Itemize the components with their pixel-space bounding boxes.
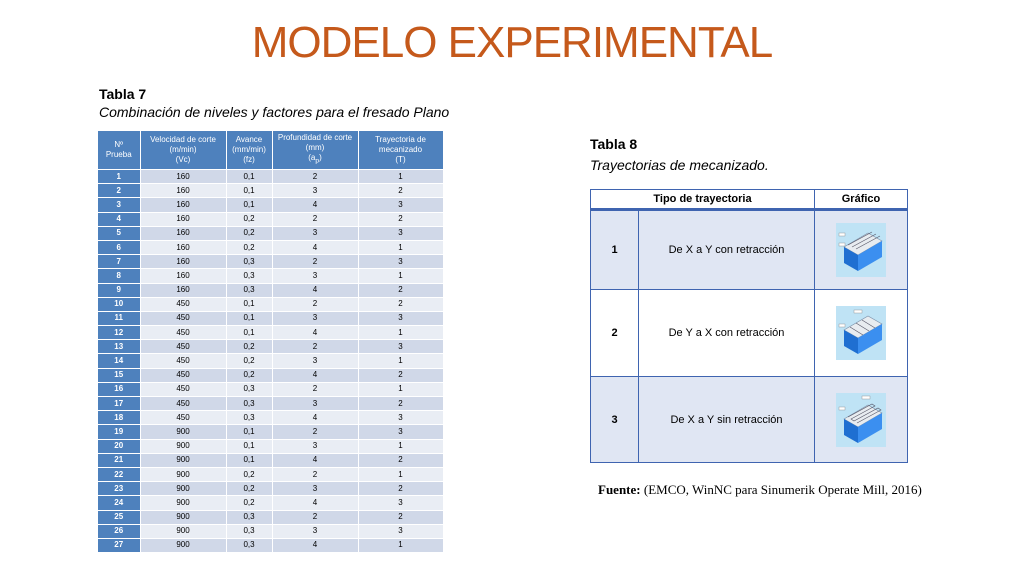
table-cell: 0,1 xyxy=(226,453,272,467)
table-cell: 450 xyxy=(140,397,226,411)
table-cell: 0,1 xyxy=(226,326,272,340)
graphic-cell xyxy=(815,290,908,377)
table-cell: 4 xyxy=(272,326,358,340)
table-cell: 900 xyxy=(140,482,226,496)
table-row xyxy=(98,269,443,283)
row-number: 11 xyxy=(98,311,140,325)
table-row xyxy=(98,510,443,524)
table-cell: 2 xyxy=(358,397,443,411)
tabla8-caption: Trayectorias de mecanizado. xyxy=(590,157,769,173)
header-trayectoria: Trayectoria de mecanizado (T) xyxy=(358,131,443,170)
table-cell: 0,2 xyxy=(226,240,272,254)
table-row xyxy=(98,240,443,254)
table-cell: 3 xyxy=(272,269,358,283)
header-grafico: Gráfico xyxy=(815,190,908,210)
row-number: 20 xyxy=(98,439,140,453)
table-row xyxy=(98,382,443,396)
table-cell: 1 xyxy=(358,538,443,552)
table-row xyxy=(98,411,443,425)
row-number: 9 xyxy=(98,283,140,297)
table-cell: 160 xyxy=(140,198,226,212)
table-cell: 0,1 xyxy=(226,170,272,184)
table-cell: 2 xyxy=(358,297,443,311)
table-cell: 160 xyxy=(140,255,226,269)
row-description: De Y a X con retracción xyxy=(639,290,815,377)
tabla8-row xyxy=(591,210,908,290)
table-cell: 3 xyxy=(358,524,443,538)
table-cell: 3 xyxy=(358,411,443,425)
table-row xyxy=(98,397,443,411)
table-cell: 900 xyxy=(140,425,226,439)
row-number: 21 xyxy=(98,453,140,467)
row-number: 2 xyxy=(591,290,639,377)
table-cell: 0,3 xyxy=(226,397,272,411)
table-row xyxy=(98,311,443,325)
header-velocidad: Velocidad de corte (m/min) (Vc) xyxy=(140,131,226,170)
table-cell: 0,3 xyxy=(226,411,272,425)
table-row xyxy=(98,524,443,538)
table-cell: 1 xyxy=(358,439,443,453)
row-number: 7 xyxy=(98,255,140,269)
table-cell: 160 xyxy=(140,170,226,184)
table-cell: 0,2 xyxy=(226,467,272,481)
source-text: (EMCO, WinNC para Sinumerik Operate Mill, 2016) xyxy=(640,482,922,497)
row-number: 2 xyxy=(98,184,140,198)
table-cell: 0,2 xyxy=(226,226,272,240)
table-cell: 450 xyxy=(140,354,226,368)
row-number: 25 xyxy=(98,510,140,524)
table-cell: 2 xyxy=(272,297,358,311)
table-cell: 160 xyxy=(140,269,226,283)
row-number: 17 xyxy=(98,397,140,411)
table-row xyxy=(98,467,443,481)
table-cell: 4 xyxy=(272,496,358,510)
table-row xyxy=(98,340,443,354)
table-row xyxy=(98,198,443,212)
table-cell: 3 xyxy=(272,524,358,538)
row-number: 22 xyxy=(98,467,140,481)
table-cell: 160 xyxy=(140,240,226,254)
table-cell: 1 xyxy=(358,170,443,184)
table-cell: 0,2 xyxy=(226,354,272,368)
row-number: 8 xyxy=(98,269,140,283)
header-avance: Avance (mm/min) (fz) xyxy=(226,131,272,170)
table-cell: 1 xyxy=(358,240,443,254)
table-cell: 4 xyxy=(272,411,358,425)
table-row xyxy=(98,482,443,496)
table-cell: 0,1 xyxy=(226,297,272,311)
row-number: 4 xyxy=(98,212,140,226)
table-cell: 900 xyxy=(140,439,226,453)
row-number: 3 xyxy=(98,198,140,212)
source-note xyxy=(598,482,922,498)
table-cell: 3 xyxy=(358,255,443,269)
slide-title: MODELO EXPERIMENTAL xyxy=(251,18,773,67)
table-row xyxy=(98,170,443,184)
row-number: 3 xyxy=(591,377,639,463)
table-row xyxy=(98,255,443,269)
table-cell: 2 xyxy=(272,212,358,226)
table-cell: 450 xyxy=(140,368,226,382)
table-row xyxy=(98,354,443,368)
table-cell: 3 xyxy=(272,354,358,368)
table-row xyxy=(98,283,443,297)
row-number: 13 xyxy=(98,340,140,354)
table-cell: 2 xyxy=(358,368,443,382)
table-cell: 4 xyxy=(272,240,358,254)
table-cell: 160 xyxy=(140,184,226,198)
table-cell: 0,2 xyxy=(226,496,272,510)
table-cell: 900 xyxy=(140,467,226,481)
header-prueba: Nº Prueba xyxy=(98,131,140,170)
table-cell: 1 xyxy=(358,382,443,396)
row-number: 27 xyxy=(98,538,140,552)
table-cell: 3 xyxy=(272,397,358,411)
table-row xyxy=(98,226,443,240)
source-label: Fuente: xyxy=(598,482,641,497)
table-cell: 3 xyxy=(358,198,443,212)
tabla8-row xyxy=(591,377,908,463)
row-number: 14 xyxy=(98,354,140,368)
table-cell: 160 xyxy=(140,212,226,226)
table-cell: 3 xyxy=(358,496,443,510)
table-cell: 450 xyxy=(140,382,226,396)
table-cell: 2 xyxy=(272,382,358,396)
toolpath-xy-retraction-image xyxy=(836,223,886,277)
table-cell: 0,1 xyxy=(226,311,272,325)
table-cell: 0,2 xyxy=(226,368,272,382)
table-cell: 2 xyxy=(272,467,358,481)
header-profundidad: Profundidad de corte (mm) $(a_p)$ xyxy=(272,131,358,170)
table-cell: 4 xyxy=(272,198,358,212)
table-cell: 0,3 xyxy=(226,538,272,552)
table-cell: 2 xyxy=(358,184,443,198)
table-cell: 4 xyxy=(272,453,358,467)
table-cell: 1 xyxy=(358,269,443,283)
table-row xyxy=(98,326,443,340)
table-row xyxy=(98,453,443,467)
table-cell: 2 xyxy=(272,425,358,439)
table-cell: 2 xyxy=(272,170,358,184)
tabla7-label: Tabla 7 xyxy=(99,86,147,102)
table-cell: 0,1 xyxy=(226,439,272,453)
table-cell: 3 xyxy=(358,226,443,240)
table-row xyxy=(98,212,443,226)
table-cell: 0,3 xyxy=(226,510,272,524)
row-number: 23 xyxy=(98,482,140,496)
table-cell: 3 xyxy=(272,439,358,453)
tabla8-table xyxy=(590,189,908,463)
table-cell: 4 xyxy=(272,368,358,382)
table-cell: 1 xyxy=(358,326,443,340)
table-cell: 450 xyxy=(140,311,226,325)
tabla8-row xyxy=(591,290,908,377)
table-row xyxy=(98,368,443,382)
tabla7-caption: Combinación de niveles y factores para el fresado Plano xyxy=(99,104,450,120)
table-cell: 0,1 xyxy=(226,184,272,198)
table-cell: 0,3 xyxy=(226,255,272,269)
table-cell: 3 xyxy=(358,425,443,439)
table-cell: 0,2 xyxy=(226,340,272,354)
row-description: De X a Y con retracción xyxy=(639,210,815,290)
table-cell: 2 xyxy=(358,510,443,524)
table-cell: 0,3 xyxy=(226,382,272,396)
table-cell: 160 xyxy=(140,283,226,297)
table-cell: 450 xyxy=(140,411,226,425)
row-number: 16 xyxy=(98,382,140,396)
tabla7-body xyxy=(98,170,443,553)
row-number: 5 xyxy=(98,226,140,240)
table-cell: 3 xyxy=(272,482,358,496)
row-number: 24 xyxy=(98,496,140,510)
table-cell: 4 xyxy=(272,283,358,297)
graphic-cell xyxy=(815,377,908,463)
table-cell: 3 xyxy=(272,226,358,240)
table-cell: 900 xyxy=(140,510,226,524)
table-cell: 450 xyxy=(140,340,226,354)
table-cell: 0,2 xyxy=(226,212,272,226)
table-cell: 0,2 xyxy=(226,482,272,496)
table-row xyxy=(98,297,443,311)
row-number: 1 xyxy=(591,210,639,290)
table-row xyxy=(98,496,443,510)
table-cell: 0,3 xyxy=(226,283,272,297)
tabla8-label: Tabla 8 xyxy=(590,136,638,152)
table-cell: 2 xyxy=(272,340,358,354)
row-number: 15 xyxy=(98,368,140,382)
table-cell: 2 xyxy=(272,510,358,524)
row-number: 12 xyxy=(98,326,140,340)
table-cell: 3 xyxy=(272,184,358,198)
header-tipo: Tipo de trayectoria xyxy=(591,190,815,210)
table-cell: 450 xyxy=(140,297,226,311)
table-cell: 900 xyxy=(140,538,226,552)
graphic-cell xyxy=(815,210,908,290)
table-cell: 900 xyxy=(140,453,226,467)
table-cell: 160 xyxy=(140,226,226,240)
table-cell: 2 xyxy=(358,212,443,226)
table-row xyxy=(98,538,443,552)
table-cell: 4 xyxy=(272,538,358,552)
table-cell: 2 xyxy=(358,482,443,496)
row-number: 26 xyxy=(98,524,140,538)
table-cell: 0,1 xyxy=(226,198,272,212)
toolpath-xy-no-retraction-image xyxy=(836,393,886,447)
table-cell: 0,3 xyxy=(226,524,272,538)
table-cell: 3 xyxy=(272,311,358,325)
table-cell: 900 xyxy=(140,496,226,510)
row-number: 19 xyxy=(98,425,140,439)
tabla8-header-row xyxy=(591,190,908,210)
table-row xyxy=(98,439,443,453)
row-number: 10 xyxy=(98,297,140,311)
table-cell: 0,1 xyxy=(226,425,272,439)
table-cell: 2 xyxy=(358,453,443,467)
table-cell: 3 xyxy=(358,311,443,325)
table-cell: 0,3 xyxy=(226,269,272,283)
table-cell: 2 xyxy=(358,283,443,297)
row-description: De X a Y sin retracción xyxy=(639,377,815,463)
tabla7-table xyxy=(98,131,444,553)
table-cell: 900 xyxy=(140,524,226,538)
table-row xyxy=(98,425,443,439)
table-cell: 1 xyxy=(358,467,443,481)
table-row xyxy=(98,184,443,198)
table-cell: 1 xyxy=(358,354,443,368)
table-cell: 450 xyxy=(140,326,226,340)
row-number: 18 xyxy=(98,411,140,425)
toolpath-yx-retraction-image xyxy=(836,306,886,360)
table-cell: 3 xyxy=(358,340,443,354)
row-number: 6 xyxy=(98,240,140,254)
row-number: 1 xyxy=(98,170,140,184)
table-cell: 2 xyxy=(272,255,358,269)
tabla7-header-row xyxy=(98,131,443,170)
